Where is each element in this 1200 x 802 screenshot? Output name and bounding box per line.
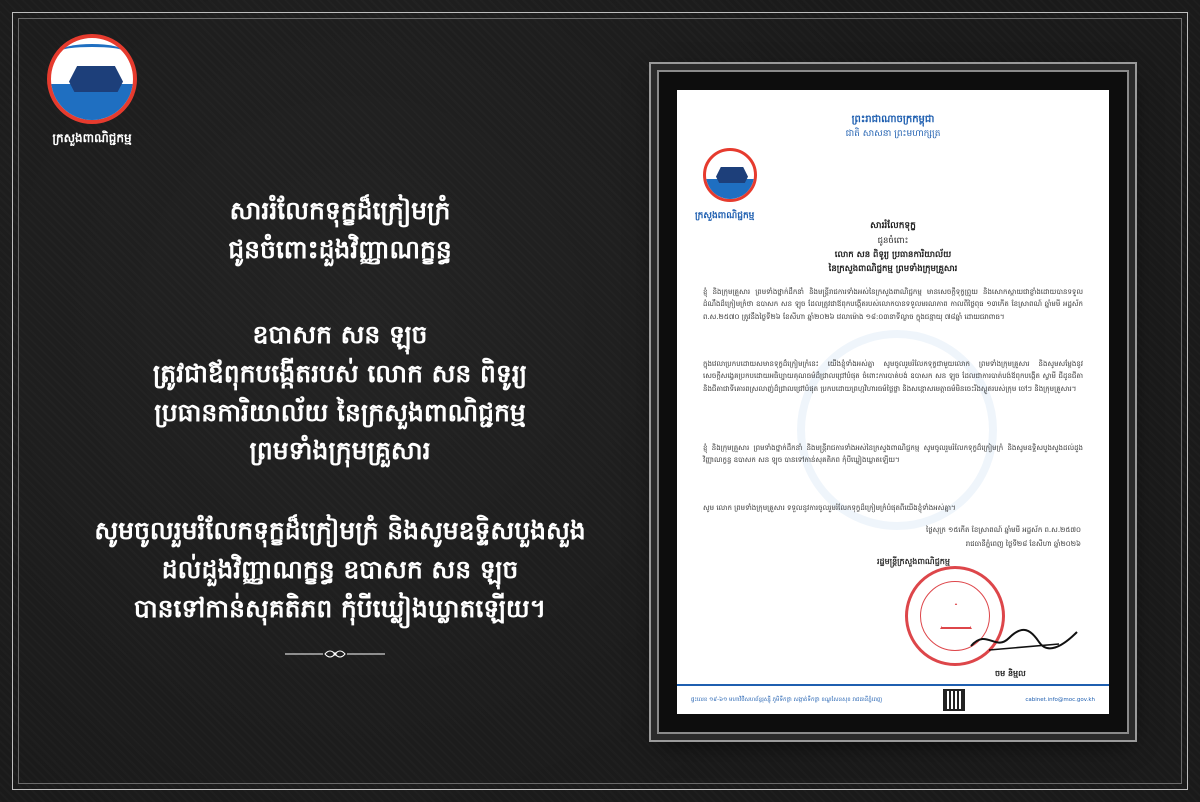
qr-code-icon: [943, 689, 965, 711]
letter-frame: [657, 70, 1129, 734]
letter-footer: [677, 684, 1109, 714]
signer-name: ចម និម្មល: [995, 669, 1026, 678]
message-line: សូមចូលរួមរំលែកទុក្ខដ៏ក្រៀមក្រំ និងសូមឧទ្ទិសបួងសួង: [94, 516, 586, 545]
message-line: បានទៅកាន់សុគតិភព កុំបីឃ្លៀងឃ្លាតឡើយ។: [133, 593, 547, 623]
deceased-name: ឧបាសក សន ឡុច: [252, 320, 428, 349]
title-line: ជូនចំពោះដួងវិញ្ញាណក្ខន្ធ: [228, 234, 452, 264]
signer-title: រដ្ឋមន្ត្រីក្រសួងពាណិជ្ជកម្ម: [877, 557, 950, 566]
letter-paragraph: សូម លោក ព្រមទាំងក្រុមគ្រួសារ ទទួលនូវការចូលរួមរំលែកទុក្ខដ៏ក្រៀមក្រំបំផុតពីយើងខ្ញុំទាំងអស់គ្នា។: [703, 504, 956, 512]
title-line: សាររំលែកទុក្ខដ៏ក្រៀមក្រំ: [229, 196, 451, 225]
letter-logo-caption: ក្រសួងពាណិជ្ជកម្ម: [695, 211, 755, 221]
condolence-letter: [677, 90, 1109, 714]
letter-recipient: លោក សន ពិទូរ្យ ប្រធានការិយាល័យ: [834, 250, 952, 260]
ministry-logo: [42, 34, 142, 148]
letter-header-motto: ជាតិ សាសនា ព្រះមហាក្សត្រ: [845, 129, 941, 139]
letter-subject: សាររំលែកទុក្ខ: [870, 221, 916, 231]
deceased-relation: ត្រូវជាឪពុកបង្កើតរបស់ លោក សន ពិទូរ្យ: [152, 358, 528, 388]
footer-contact: cabinet.info@moc.gov.kh: [1025, 697, 1095, 703]
footer-address: ផ្ទះលេខ ១៩-៦១ មហាវិថីសហព័ន្ធរុស្ស៊ី ភូមិទឹកថ្លា សង្កាត់ទឹកថ្លា ខណ្ឌសែនសុខ រាជធានីភ្នំពេញ: [691, 697, 883, 703]
letter-to: ជូនចំពោះ: [877, 236, 909, 246]
letter-logo-icon: [703, 148, 757, 202]
ship-emblem-icon: [47, 34, 137, 124]
divider-ornament-icon: [285, 647, 385, 661]
letter-header-kingdom: ព្រះរាជាណាចក្រកម្ពុជា: [851, 114, 935, 125]
letter-recipient-org: នៃក្រសួងពាណិជ្ជកម្ម ព្រមទាំងក្រុមគ្រួសារ: [828, 264, 958, 274]
deceased-block: [40, 316, 640, 471]
message-line: ដល់ដួងវិញ្ញាណក្ខន្ធ ឧបាសក សន ឡុច: [161, 554, 519, 584]
logo-caption: ក្រសួងពាណិជ្ជកម្ម: [52, 131, 132, 145]
letter-date-lunar: ថ្ងៃសុក្រ ១៥កើត ខែស្រាពណ៍ ឆ្នាំមមី អដ្ឋស័ក ព.ស.២៥៧០: [925, 526, 1081, 534]
condolence-message: [40, 512, 640, 628]
condolence-title: [40, 192, 640, 270]
letter-date-solar: រាជធានីភ្នំពេញ ថ្ងៃទី២៨ ខែសីហា ឆ្នាំ២០២៦: [965, 540, 1081, 548]
letter-paragraph: ខ្ញុំ និងក្រុមគ្រួសារ ព្រមទាំងថ្នាក់ដឹកនាំ និងមន្ត្រីរាជការទាំងអស់នៃក្រសួងពាណិជ្ជកម្ម សូមចូលរួមរំលែកទុក្ខដ៏ក្រៀមក្រំ និងសូមឧទ្ទិសបួងសួងដល់ដួងវិញ្ញាណក្ខន្ធ ឧបាសក សន ឡុច បានទៅកាន់សុគតិភព កុំបីឃ្លៀងឃ្លាតឡើយ។: [703, 444, 1083, 465]
letter-paragraph: ក្នុងវេលាប្រកបដោយសមានទុក្ខដ៏ក្រៀមក្រំនេះ យើងខ្ញុំទាំងអស់គ្នា សូមចូលរួមរំលែកទុក្ខជាមួយលោក ព្រមទាំងក្រុមគ្រួសារ និងសូមសម្តែងនូវសេចក្តីសង្វេគប្រកបដោយអធិប្បាយគុណធម៌ដ៏ជ្រាលជ្រៅបំផុត ចំពោះការបាត់បង់ ឧបាសក សន ឡុច ដែលជាការបាត់បង់ឪពុកបង្កើត ស្វាមី ជីដូនជីតា និងជីតាជាទីគោរពស្រលាញ់ដ៏ជ្រាលជ្រៅបំផុត ប្រកបដោយព្រហ្មវិហារធម៌ថ្លៃថ្លា និងសន្តោសមេត្តាធម៌មិនចេះរីងស្ងួតរបស់ក្រុម ចៅៗ និងក្រុមគ្រួសារ។: [703, 360, 1083, 393]
recipient-family: ព្រមទាំងក្រុមគ្រួសារ: [249, 436, 431, 466]
recipient-position: ប្រធានការិយាល័យ នៃក្រសួងពាណិជ្ជកម្ម: [154, 397, 526, 427]
signature-icon: [969, 624, 1079, 654]
letter-paragraph: ខ្ញុំ និងក្រុមគ្រួសារ ព្រមទាំងថ្នាក់ដឹកនាំ និងមន្ត្រីរាជការទាំងអស់នៃក្រសួងពាណិជ្ជកម្ម មានសេចក្តីទុក្ខព្រួយ និងសោកស្តាយជាខ្លាំងដោយបានទទួលដំណឹងដ៏ក្រៀមក្រំថា ឧបាសក សន ឡុច ដែលត្រូវជាឪពុកបង្កើតរបស់លោកបានទទួលមរណភាព កាលពីថ្ងៃពុធ ១៣កើត ខែស្រាពណ៍ ឆ្នាំមមី អដ្ឋស័ក ព.ស.២៥៧០ ត្រូវនឹងថ្ងៃទី២៦ ខែសីហា ឆ្នាំ២០២៦ វេលាម៉ោង ១៨:០៣នាទីល្ងាច ក្នុងជន្មាយុ ៧៨ឆ្នាំ ដោយជរាពាធ។: [703, 288, 1083, 321]
